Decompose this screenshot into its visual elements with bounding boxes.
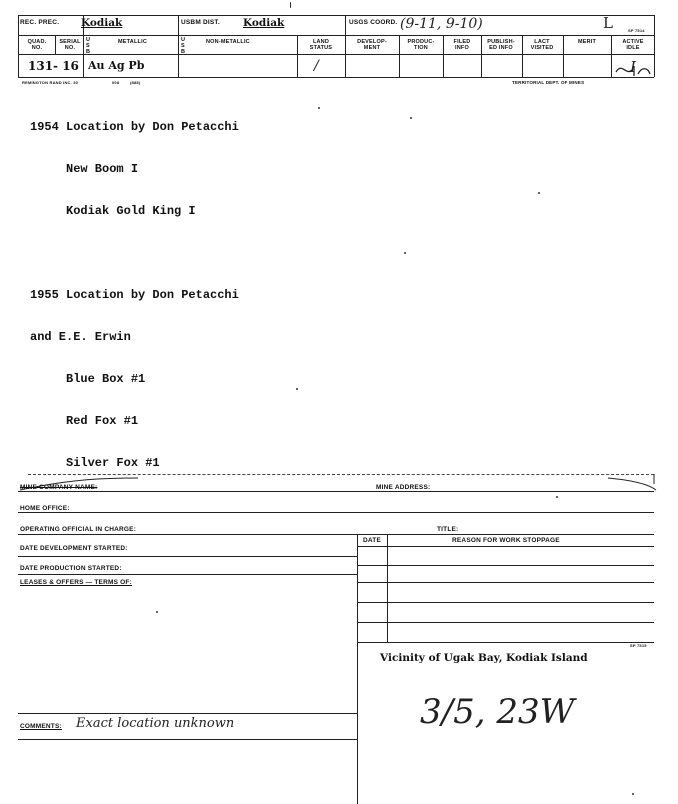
handwritten-coordinate: 3/5, 23W [420, 692, 575, 732]
speck [404, 252, 406, 254]
last-visited-label: LACT VISITED [530, 39, 554, 51]
note-line: Red Fox #1 [30, 414, 139, 428]
metallic-value: Au Ag Pb [88, 59, 145, 72]
speck [296, 388, 298, 390]
note-line: Kodiak Gold King I [30, 204, 196, 218]
date-column-label: DATE [363, 537, 382, 544]
leases-label: LEASES & OFFERS — TERMS OF: [20, 579, 132, 586]
imprint-mid2: (888) [130, 80, 141, 85]
form-number-top: SP 7514 [628, 28, 645, 33]
filed-info-label: FILED INFO [453, 39, 471, 51]
imprint-left: REMINGTON RAND INC. 30 [22, 80, 79, 85]
date-production-label: DATE PRODUCTION STARTED: [20, 565, 122, 572]
active-idle-value: I [630, 58, 636, 76]
note-line: Silver Fox #1 [30, 456, 160, 470]
mine-address-label: MINE ADDRESS: [376, 484, 431, 491]
quad-no-label: QUAD. NO. [27, 39, 47, 51]
speck [156, 611, 158, 613]
reason-column-label: REASON FOR WORK STOPPAGE [452, 537, 560, 544]
speck [290, 2, 291, 8]
speck [410, 117, 412, 119]
active-idle-label: ACTIVE IDLE [622, 39, 644, 51]
location-notes [30, 92, 239, 484]
title-label: TITLE: [437, 526, 459, 533]
speck [538, 192, 540, 194]
land-status-value: / [314, 58, 319, 74]
vicinity-text: Vicinity of Ugak Bay, Kodiak Island [380, 652, 588, 664]
published-info-label: PUBLISH-ED INFO [487, 39, 515, 51]
usgs-coord-label: USGS COORD. [349, 19, 398, 26]
speck [632, 793, 634, 795]
mine-company-label: MINE COMPANY NAME: [20, 484, 98, 491]
merit-label: MERIT [577, 39, 597, 45]
quad-serial-value: 131- 16 [28, 59, 79, 73]
comments-label: COMMENTS: [20, 723, 62, 730]
rec-prec-value: Kodiak [81, 17, 123, 29]
imprint-mid1: 008 [112, 80, 120, 85]
operating-official-label: OPERATING OFFICIAL IN CHARGE: [20, 526, 137, 533]
usgs-coord-value: (9-11, 9-10) [400, 16, 483, 32]
date-development-label: DATE DEVELOPMENT STARTED: [20, 545, 128, 552]
note-line: 1954 Location by Don Petacchi [30, 120, 239, 134]
metallic-label: METALLIC [118, 39, 147, 45]
form-number-bottom: SP 7515 [630, 643, 647, 648]
note-line: 1955 Location by Don Petacchi [30, 288, 239, 302]
land-status-label: LAND STATUS [309, 39, 333, 51]
usbm-dist-value: Kodiak [243, 17, 285, 29]
note-line: and E.E. Erwin [30, 330, 131, 344]
corner-mark: L [603, 14, 613, 32]
usb-letters-left: U S B [86, 37, 91, 55]
note-line: New Boom I [30, 162, 139, 176]
speck [318, 107, 320, 109]
note-line: Blue Box #1 [30, 372, 146, 386]
note-line [30, 246, 239, 260]
active-idle-scribble-icon [612, 60, 654, 80]
development-label: DEVELOP-MENT [357, 39, 387, 51]
serial-no-label: SERIAL NO. [59, 39, 81, 51]
home-office-label: HOME OFFICE: [20, 505, 70, 512]
rec-prec-label: REC. PREC. [20, 19, 60, 26]
production-label: PRODUC-TION [407, 39, 435, 51]
speck [556, 496, 558, 498]
department-label: TERRITORIAL DEPT. OF MINES [512, 80, 585, 85]
usb-letters-right: U S B [181, 37, 186, 55]
comments-value: Exact location unknown [76, 716, 235, 731]
usbm-dist-label: USBM DIST. [181, 19, 220, 26]
non-metallic-label: NON-METALLIC [206, 39, 250, 45]
